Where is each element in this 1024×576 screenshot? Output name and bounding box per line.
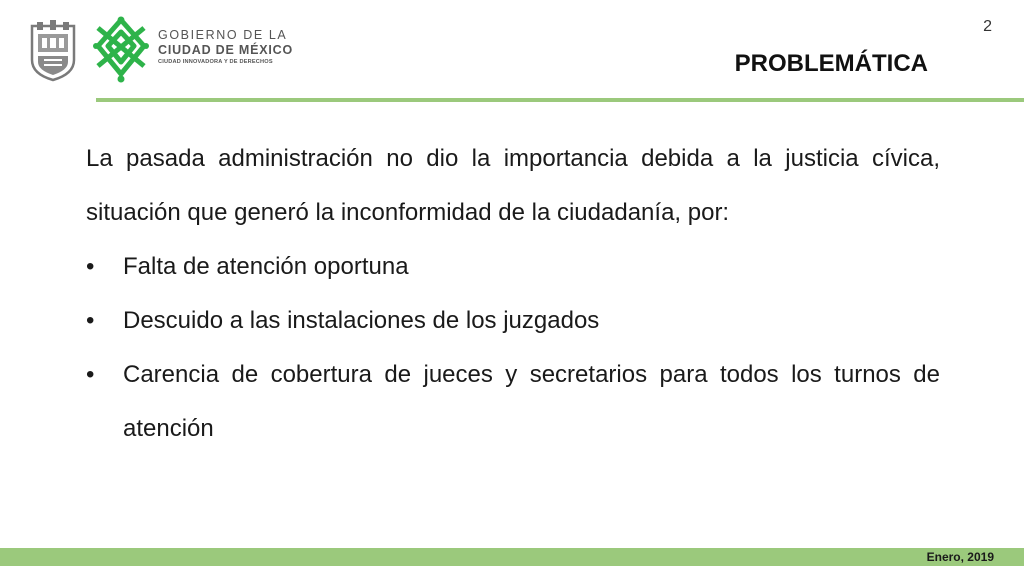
slide-title: PROBLEMÁTICA [734, 50, 928, 77]
footer-date: Enero, 2019 [926, 550, 994, 564]
list-item-text: Falta de atención oportuna [123, 253, 409, 280]
list-item-text: Carencia de cobertura de jueces y secretarios para todos los turnos de atención [123, 361, 940, 442]
list-item-text: Descuido a las instalaciones de los juzgados [123, 307, 600, 334]
logo-line-2: CIUDAD DE MÉXICO [158, 43, 294, 57]
slide-content [86, 132, 940, 456]
header-divider [96, 98, 1024, 102]
bullet-icon: • [86, 253, 95, 280]
list-item [86, 348, 940, 456]
city-crest-icon [28, 20, 78, 82]
logo-line-3: CIUDAD INNOVADORA Y DE DERECHOS [158, 59, 273, 65]
cdmx-logo-icon [92, 16, 150, 84]
government-logo-text [158, 28, 293, 67]
bullet-icon: • [86, 307, 95, 334]
page-number: 2 [983, 18, 992, 35]
logo-line-1: GOBIERNO DE LA [158, 28, 288, 42]
footer-bar [0, 548, 1024, 566]
bullet-icon: • [86, 361, 95, 388]
list-item [86, 240, 940, 294]
intro-paragraph: La pasada administración no dio la importancia debida a la justicia cívica, situación que generó la inconformidad de la ciudadanía, por: [86, 145, 940, 226]
list-item [86, 294, 940, 348]
problem-list [86, 240, 940, 456]
